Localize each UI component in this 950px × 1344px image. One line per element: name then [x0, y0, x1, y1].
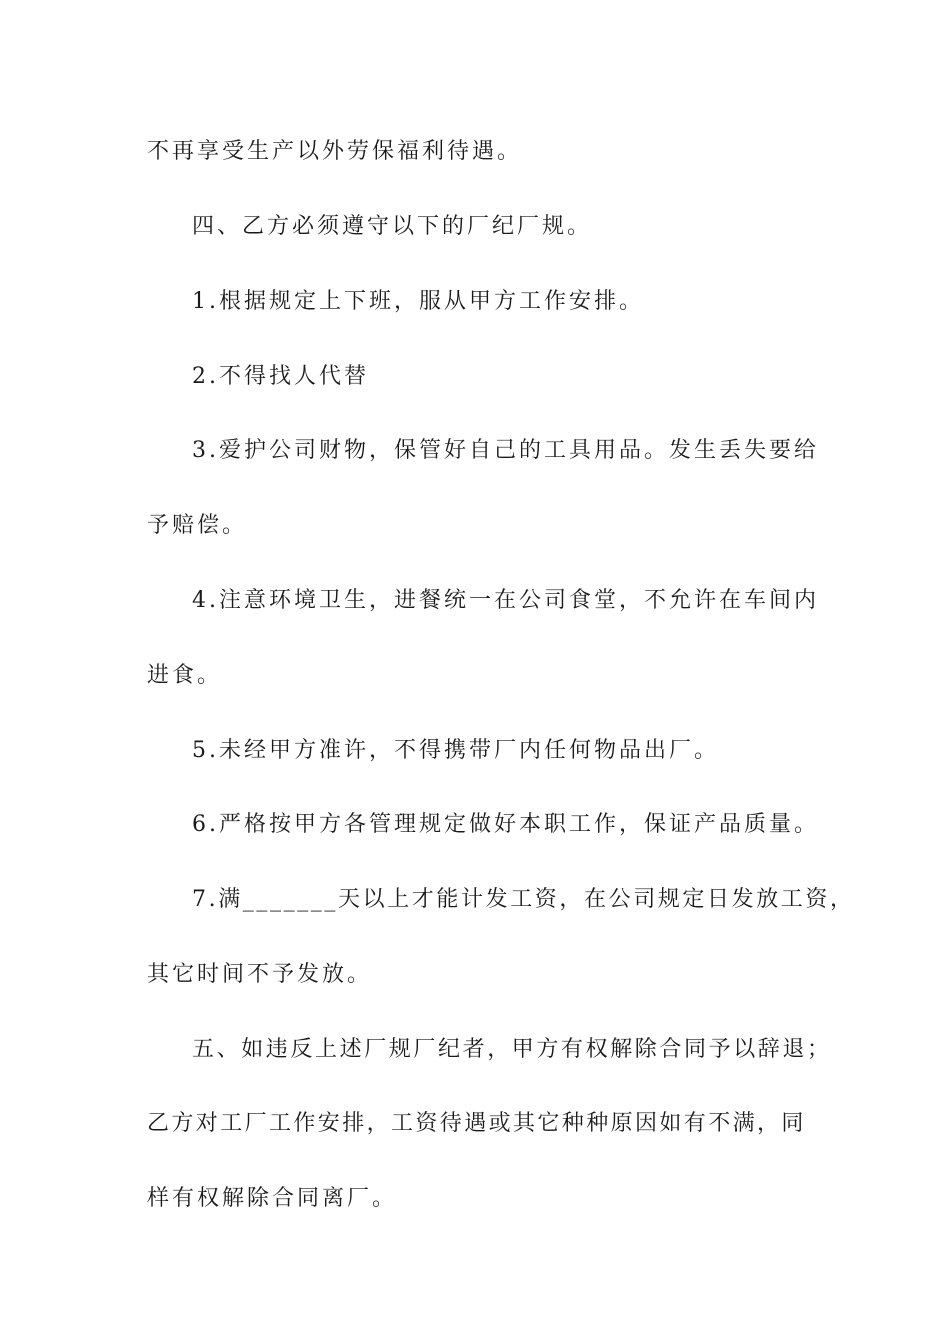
section-heading-5: 五、如违反上述厂规厂纪者，甲方有权解除合同予以辞退； [192, 1037, 832, 1062]
rule-item-5: 5.未经甲方准许，不得携带厂内任何物品出厂。 [192, 738, 719, 763]
rule-item-3-continued: 予赔偿。 [147, 513, 248, 538]
rule-item-4-continued: 进食。 [147, 663, 223, 688]
paragraph-line: 不再享受生产以外劳保福利待遇。 [147, 139, 523, 164]
section-5-line-2: 乙方对工厂工作安排，工资待遇或其它种种原因如有不满，同 [147, 1111, 806, 1136]
section-5-line-3: 样有权解除合同离厂。 [147, 1186, 398, 1211]
rule-item-7: 7.满_______天以上才能计发工资，在公司规定日发放工资， [192, 887, 855, 912]
rule-item-7-continued: 其它时间不予发放。 [147, 962, 373, 987]
rule-item-6: 6.严格按甲方各管理规定做好本职工作，保证产品质量。 [192, 812, 819, 837]
section-heading-4: 四、乙方必须遵守以下的厂纪厂规。 [192, 214, 593, 239]
rule-item-1: 1.根据规定上下班，服从甲方工作安排。 [192, 289, 644, 314]
rule-item-2: 2.不得找人代替 [192, 364, 369, 389]
rule-item-3: 3.爱护公司财物，保管好自己的工具用品。发生丢失要给 [192, 438, 819, 463]
rule-item-4: 4.注意环境卫生，进餐统一在公司食堂，不允许在车间内 [192, 588, 819, 613]
